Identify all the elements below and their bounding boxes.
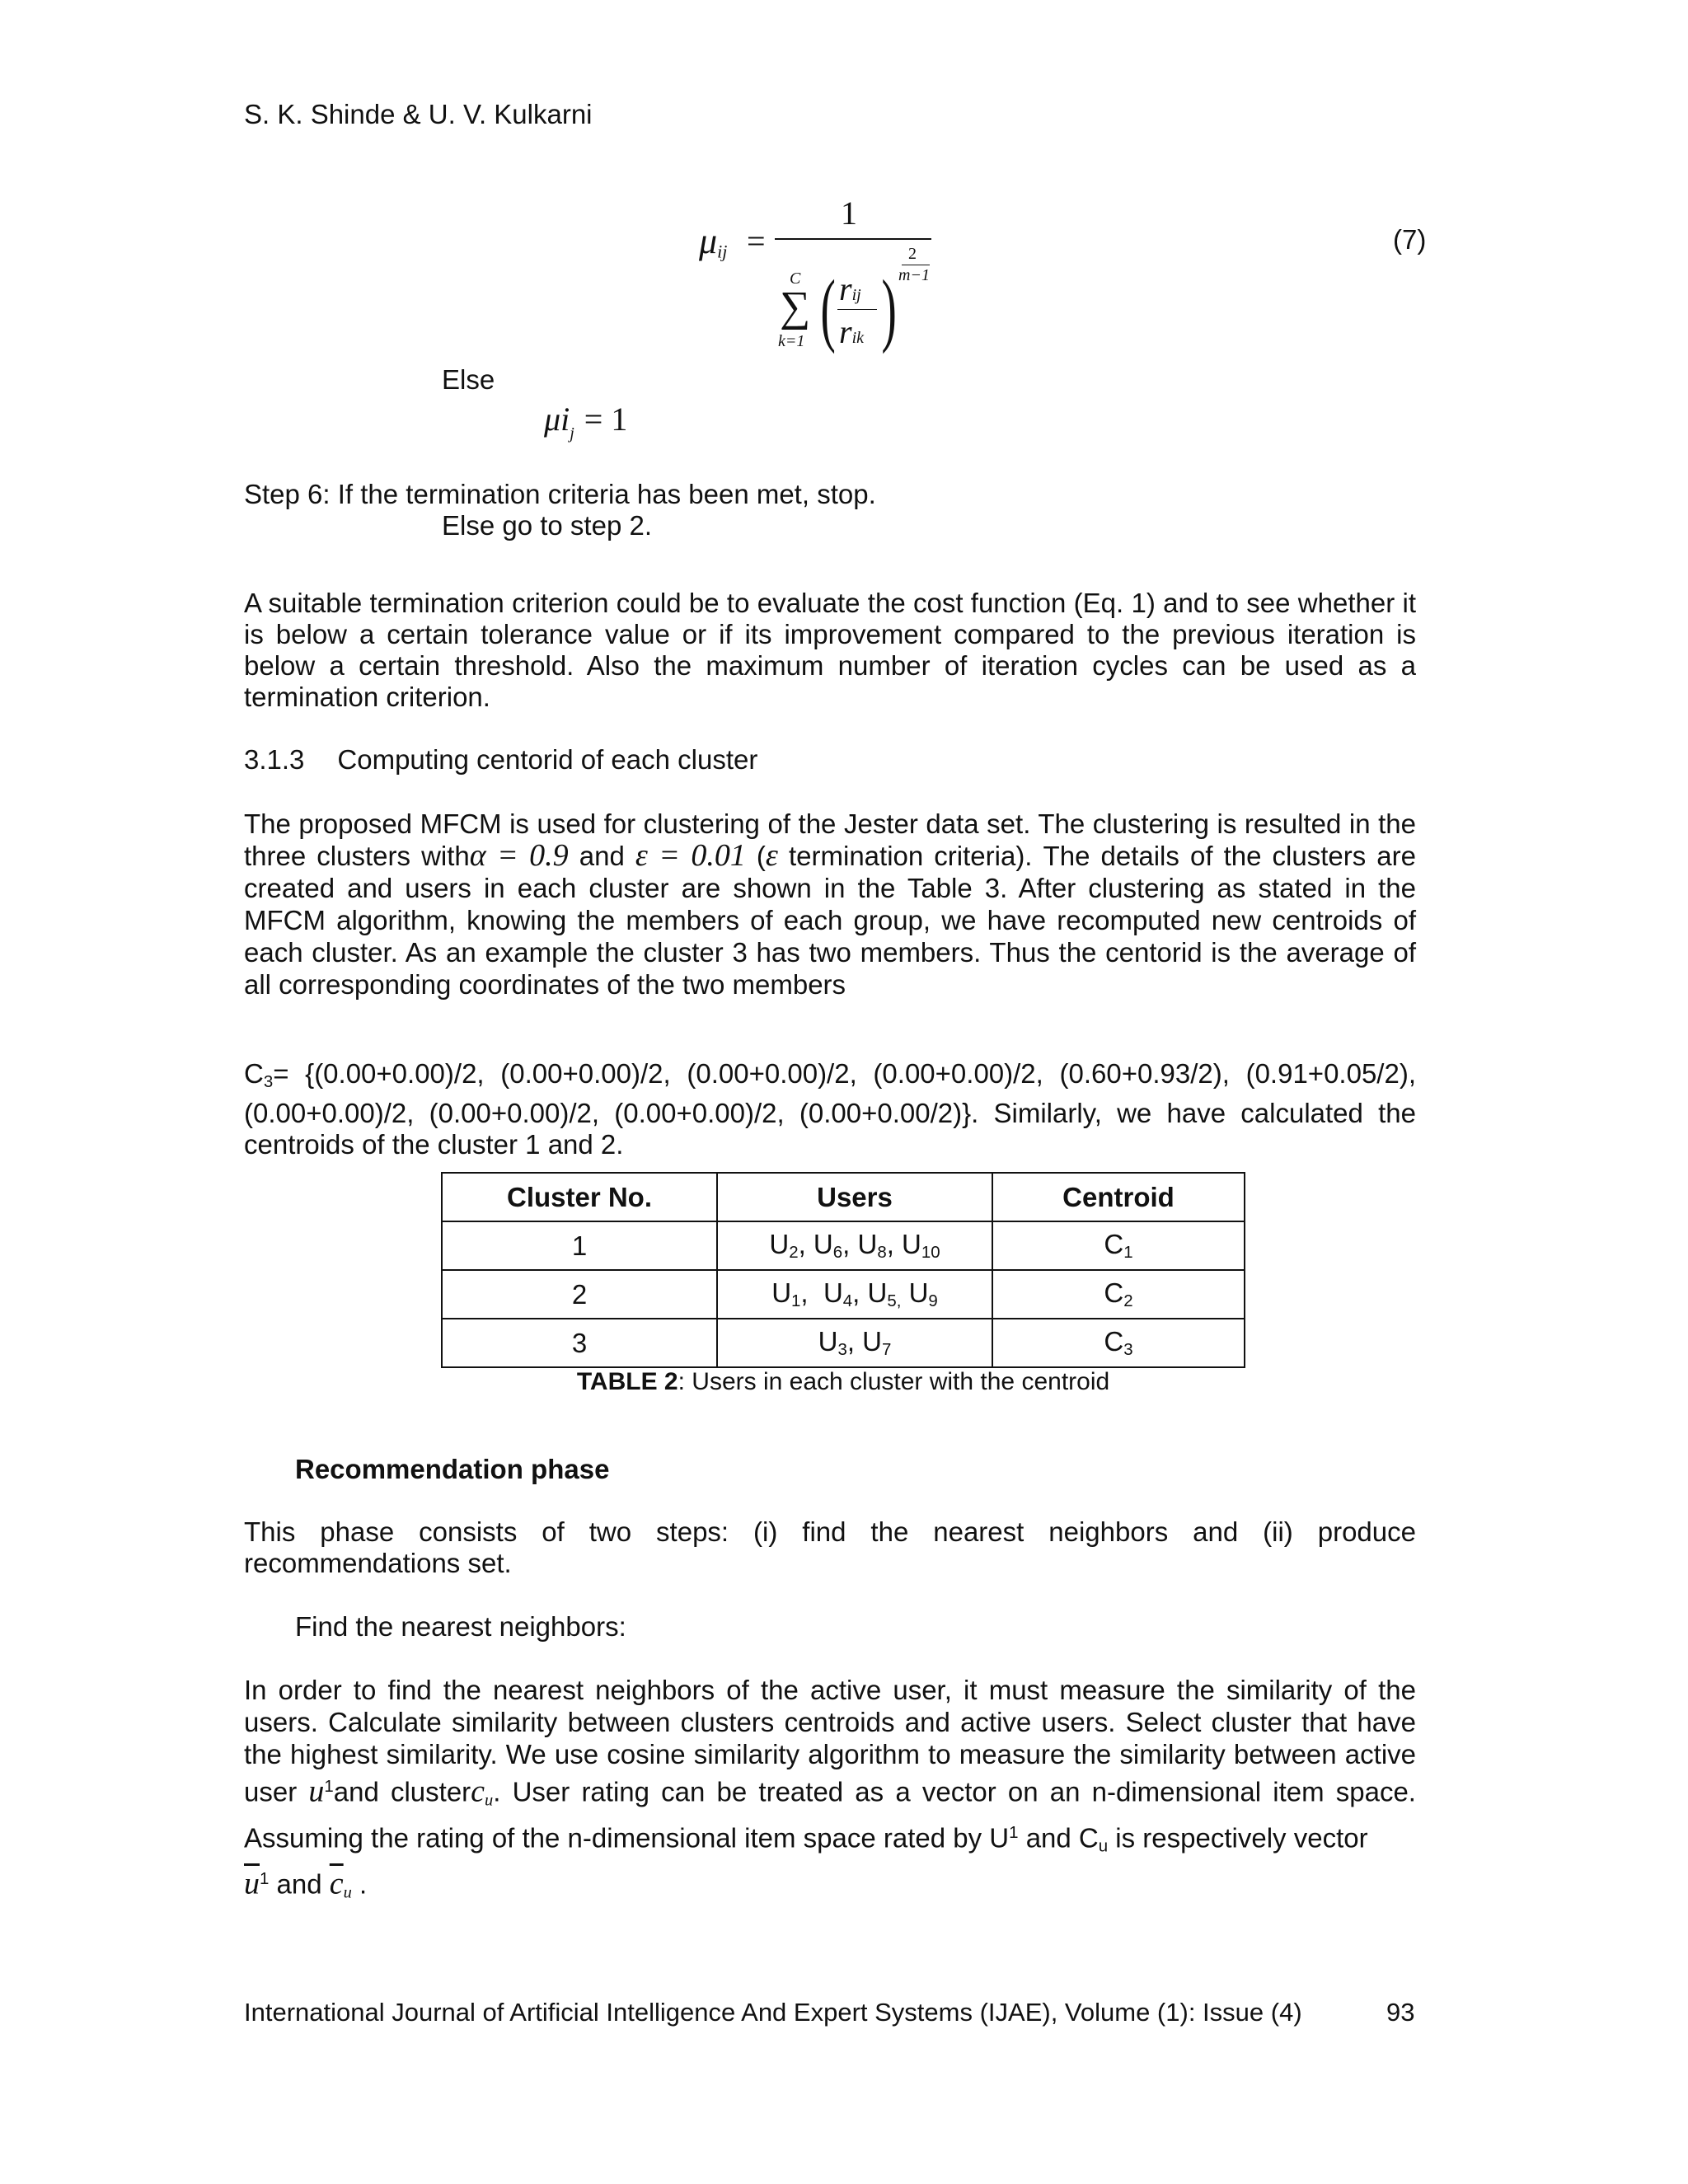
eq-r-ij: rij <box>839 270 861 307</box>
vector-c: $\overline{c}$ <box>329 1865 344 1900</box>
eq-lhs: $\mu_{ij}$ <box>699 221 728 262</box>
step6-line1: Step 6: If the termination criteria has been met, stop. <box>244 479 876 509</box>
cell-centroid: $C_3$ <box>992 1319 1245 1367</box>
paragraph-c3: $C_3= \{(0.00+0.00)/2$, (0.00+0.00)/2, (0.00+0.00)/2, (0.00+0.00)/2, (0.60+0.93/2), (0.91+0.05/2), (0.00+0.00)/2, (0.00+0.00)/2, (0.00+0.00)/2, (0.00+0.00/2)}. Similarly, we have calculated the centroids of the cluster 1 and 2. <box>244 1058 1416 1160</box>
eq-exp-den: m−1 <box>898 266 930 284</box>
header-cluster-no: Cluster No. <box>442 1173 717 1221</box>
recommendation-heading: Recommendation phase <box>295 1454 610 1484</box>
step6-line2: Else go to step 2. <box>442 510 652 541</box>
right-paren-icon: ) <box>881 263 897 354</box>
equation-mu-one: $\mu i_j = 1$ <box>544 401 628 443</box>
cell-users: $U_3$, $U_7$ <box>717 1319 992 1367</box>
epsilon-value: ε = 0.01 <box>635 838 746 873</box>
cell-cluster: 2 <box>442 1270 717 1319</box>
running-header: S. K. Shinde & U. V. Kulkarni <box>244 99 593 129</box>
eq-r-ik: rik <box>839 313 865 350</box>
table-row <box>442 1270 1245 1319</box>
equation-7 <box>692 194 940 367</box>
eq-exp-num: 2 <box>908 245 917 263</box>
find-neighbors-heading: Find the nearest neighbors: <box>295 1611 626 1642</box>
section-title: Computing centorid of each cluster <box>337 744 758 775</box>
paragraph-termination: A suitable termination criterion could be to evaluate the cost function (Eq. 1) and to see whether it is below a certain tolerance value or if its improvement compared to the previous iteration is below a certain threshold. Also the maximum number of iteration cycles can be used as a termination criterion. <box>244 588 1416 712</box>
left-paren-icon: ( <box>820 263 836 354</box>
eq-numerator: 1 <box>841 194 857 232</box>
section-heading-3-1-3 <box>244 744 757 776</box>
table-row <box>442 1319 1245 1367</box>
paragraph-mfcm: The proposed MFCM is used for clustering of the Jester data set. The clustering is resulted in the three clusters withα = 0.9 and ε = 0.01 (ε termination criteria). The details of the clusters are created and users in each cluster are shown in the Table 3. After clustering as stated in the MFCM algorithm, knowing the members of each group, we have recomputed new centroids of each cluster. As an example the cluster 3 has two members. Thus the centorid is the average of all corresponding coordinates of the two members <box>244 808 1416 1000</box>
section-number: 3.1.3 <box>244 744 305 775</box>
header-centroid: Centroid <box>992 1173 1245 1221</box>
clusters-table <box>441 1172 1245 1368</box>
paragraph-neighbors: In order to find the nearest neighbors of the active user, it must measure the similarity of the users. Calculate similarity between clusters centroids and active users. Select cluster that have the highest similarity. We use cosine similarity algorithm to measure the similarity between active user $u^1and$ clusterc$_u$. User rating can be treated as a vector on an n-dimensional item space. Assuming the rating of the n-dimensional item space rated by $U^1$ and $C_u$ is respectively vector $\overline{u}^1$ and $\overline{c}_u$ . <box>244 1675 1416 1902</box>
cell-centroid: $C_1$ <box>992 1221 1245 1270</box>
eq-equals: = <box>747 223 766 260</box>
alpha-value: α = 0.9 <box>469 838 569 873</box>
sigma-icon: ∑ <box>780 284 811 330</box>
cell-cluster: 3 <box>442 1319 717 1367</box>
footer-journal: International Journal of Artificial Intelligence And Expert Systems (IJAE), Volume (1): Issue (4) <box>244 1998 1302 2027</box>
paragraph-phase: This phase consists of two steps: (i) find the nearest neighbors and (ii) produce recommendations set. <box>244 1516 1416 1578</box>
else-label: Else <box>442 364 495 395</box>
vector-u: $\overline{u}$ <box>244 1865 260 1900</box>
header-users: Users <box>717 1173 992 1221</box>
page-number: 93 <box>1386 1998 1415 2027</box>
eq-fraction-bar <box>775 238 931 240</box>
table-header-row <box>442 1173 1245 1221</box>
eq-inner-bar <box>837 309 877 310</box>
table-caption: TABLE 2: Users in each cluster with the centroid <box>576 1368 1110 1395</box>
eq-sum-bottom: k=1 <box>778 332 805 350</box>
cell-users: $U_1$, $U_4$, $U_{5,}$ $U_9$ <box>717 1270 992 1319</box>
equation-number: (7) <box>1393 224 1427 255</box>
cell-users: $U_2$, $U_6$, $U_8$, $U_{10}$ <box>717 1221 992 1270</box>
table-row <box>442 1221 1245 1270</box>
cell-cluster: 1 <box>442 1221 717 1270</box>
eq-sum-top: C <box>790 269 801 288</box>
cell-centroid: $C_2$ <box>992 1270 1245 1319</box>
